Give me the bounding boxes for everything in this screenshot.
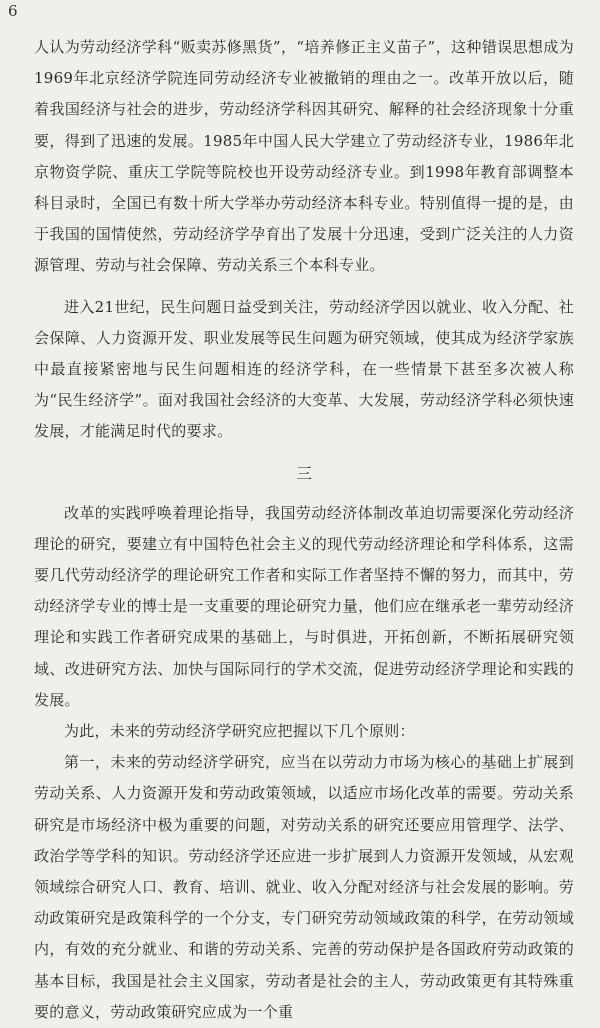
paragraph-2: 进入21世纪，民生问题日益受到关注，劳动经济学因以就业、收入分配、社会保障、人力资源开发、职业发展等民生问题为研究领域，使其成为经济学家族中最直接紧密地与民生问题相连的经济学科，在一些情景下甚至多次被人称为“民生经济学”。面对我国社会经济的大变革、大发展，劳动经济学科必须快速发展，才能满足时代的要求。	[34, 297, 574, 441]
section-heading: 三	[295, 463, 312, 483]
page-number: 6	[8, 2, 18, 20]
paragraph-5: 第一，未来的劳动经济学研究，应当在以劳动力市场为核心的基础上扩展到劳动关系、人力资源开发和劳动政策领域，以适应市场化改革的需要。劳动关系研究是市场经济中极为重要的问题，对劳动关系的研究还要应用管理学、法学、政治学等学科的知识。劳动经济学还应进一步扩展到人力资源开发领域，从宏观领域综合研究人口、教育、培训、就业、收入分配对经济与社会发展的影响。劳动政策研究是政策科学的一个分支，专门研究劳动领域政策的科学，在劳动领域内，有效的充分就业、和谐的劳动关系、完善的劳动保护是各国政府劳动政策的基本目标，我国是社会主义国家，劳动者是社会的主人，劳动政策更有其特殊重要的意义，劳动政策研究应成为一个重	[34, 753, 574, 1021]
paragraph-1: 人认为劳动经济学科“贩卖苏修黑货”，“培养修正主义苗子”，这种错误思想成为1969年北京经济学院连同劳动经济专业被撤销的理由之一。改革开放以后，随着我国经济与社会的进步，劳动经济学科因其研究、解释的社会经济现象十分重要，得到了迅速的发展。1985年中国人民大学建立了劳动经济专业，1986年北京物资学院、重庆工学院等院校也开设劳动经济专业。到1998年教育部调整本科目录时，全国已有数十所大学举办劳动经济本科专业。特别值得一提的是，由于我国的国情使然，劳动经济学孕育出了发展十分迅速，受到广泛关注的人力资源管理、劳动与社会保障、劳动关系三个本科专业。	[34, 38, 574, 275]
page-body	[34, 32, 574, 1028]
paragraph-3: 改革的实践呼唤着理论指导，我国劳动经济体制改革迫切需要深化劳动经济理论的研究，要建立有中国特色社会主义的现代劳动经济理论和学科体系，这需要几代劳动经济学的理论研究工作者和实际工作者坚持不懈的努力，而其中，劳动经济学专业的博士是一支重要的理论研究力量，他们应在继承老一辈劳动经济理论和实践工作者研究成果的基础上，与时俱进，开拓创新，不断拓展研究领域、改进研究方法、加快与国际同行的学术交流，促进劳动经济学理论和实践的发展。	[34, 503, 574, 709]
paragraph-gap	[34, 282, 574, 292]
paragraph-4: 为此，未来的劳动经济学研究应把握以下几个原则：	[64, 722, 415, 741]
